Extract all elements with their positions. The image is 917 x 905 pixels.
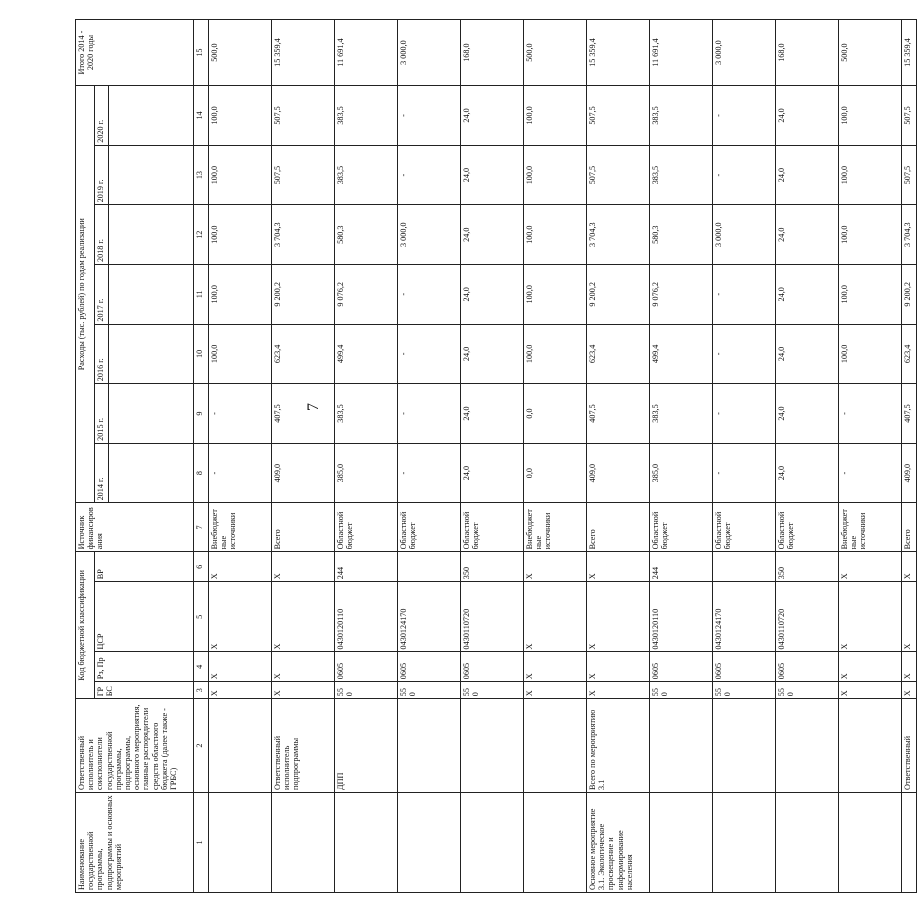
row-year-value: 0,0 — [524, 443, 587, 503]
row-source-cell: Всего — [587, 503, 650, 552]
header-code-csr: ЦСР — [95, 582, 194, 652]
row-year-value: 383,5 — [335, 145, 398, 205]
row-code-vr — [713, 552, 776, 582]
col-number: 2 — [194, 699, 209, 793]
row-year-value: 100,0 — [524, 205, 587, 265]
row-year-value: - — [713, 145, 776, 205]
row-code-grbs: X — [209, 682, 272, 699]
row-year-value: - — [398, 384, 461, 444]
row-source-cell: Областной бюджет — [776, 503, 839, 552]
row-code-grbs: 550 — [776, 682, 839, 699]
table-row — [713, 20, 776, 893]
row-code-vr: X — [839, 552, 902, 582]
row-code-vr — [398, 552, 461, 582]
col-number: 10 — [194, 324, 209, 384]
row-total-value: 168,0 — [776, 20, 839, 86]
row-code-vr: X — [902, 552, 917, 582]
table-row — [398, 20, 461, 893]
row-code-rzpr: X — [209, 652, 272, 682]
row-year-value: 100,0 — [839, 145, 902, 205]
row-year-value: 9 076,2 — [650, 264, 713, 324]
row-code-grbs: 550 — [398, 682, 461, 699]
row-executor-cell: Ответственный — [902, 699, 917, 793]
row-year-value: 580,3 — [650, 205, 713, 265]
row-code-csr: 0430124170 — [713, 582, 776, 652]
row-name-cell — [713, 792, 776, 892]
table-row — [461, 20, 524, 893]
row-code-rzpr: 0605 — [713, 652, 776, 682]
row-code-csr: 0430120110 — [650, 582, 713, 652]
col-number: 4 — [194, 652, 209, 682]
row-total-value: 500,0 — [839, 20, 902, 86]
row-year-value: 100,0 — [209, 324, 272, 384]
row-year-value: - — [713, 384, 776, 444]
col-number: 13 — [194, 145, 209, 205]
row-year-value: 9 200,2 — [902, 264, 917, 324]
row-year-value: 507,5 — [272, 86, 335, 146]
row-year-value: 100,0 — [524, 264, 587, 324]
row-year-value: 507,5 — [272, 145, 335, 205]
row-name-cell — [776, 792, 839, 892]
header-year: 2016 г. — [95, 324, 109, 384]
row-source-cell: Всего — [902, 503, 917, 552]
row-year-value: 24,0 — [461, 145, 524, 205]
table-row — [209, 20, 272, 893]
row-total-value: 500,0 — [524, 20, 587, 86]
row-year-value: - — [839, 384, 902, 444]
row-year-value: 24,0 — [461, 384, 524, 444]
col-number: 7 — [194, 503, 209, 552]
row-year-value: 407,5 — [587, 384, 650, 444]
row-year-value: 407,5 — [902, 384, 917, 444]
row-year-value: 623,4 — [272, 324, 335, 384]
row-name-cell — [461, 792, 524, 892]
row-year-value: 24,0 — [461, 324, 524, 384]
row-source-cell: Всего — [272, 503, 335, 552]
row-year-value: 623,4 — [587, 324, 650, 384]
row-year-value: 383,5 — [335, 86, 398, 146]
row-source-cell: Областной бюджет — [461, 503, 524, 552]
row-code-vr: X — [587, 552, 650, 582]
row-total-value: 11 691,4 — [335, 20, 398, 86]
header-expenses-group: Расходы (тыс. рублей) по годам реализации — [76, 86, 95, 503]
row-code-csr: 0430110720 — [461, 582, 524, 652]
header-total: Итого 2014 - 2020 годы — [76, 20, 194, 86]
row-code-grbs: 550 — [713, 682, 776, 699]
row-year-value: - — [839, 443, 902, 503]
row-year-value: 24,0 — [461, 86, 524, 146]
row-year-value: - — [209, 443, 272, 503]
row-year-value: 3 000,0 — [398, 205, 461, 265]
row-code-rzpr: X — [272, 652, 335, 682]
row-code-csr: X — [902, 582, 917, 652]
row-executor-cell: ДПП — [335, 699, 398, 793]
row-year-value: 24,0 — [776, 145, 839, 205]
col-number: 8 — [194, 443, 209, 503]
row-executor-cell — [209, 699, 272, 793]
row-year-value: - — [713, 443, 776, 503]
row-name-cell — [902, 792, 917, 892]
row-year-value: 100,0 — [209, 145, 272, 205]
row-year-value: 24,0 — [461, 443, 524, 503]
row-code-grbs: 550 — [335, 682, 398, 699]
col-number: 9 — [194, 384, 209, 444]
row-year-value: 499,4 — [335, 324, 398, 384]
row-year-value: - — [713, 264, 776, 324]
table-row — [524, 20, 587, 893]
row-source-cell: Областной бюджет — [713, 503, 776, 552]
row-executor-cell — [398, 699, 461, 793]
row-code-rzpr: 0605 — [398, 652, 461, 682]
col-number: 12 — [194, 205, 209, 265]
row-year-value: 383,5 — [650, 384, 713, 444]
row-executor-cell — [461, 699, 524, 793]
row-code-rzpr: 0605 — [776, 652, 839, 682]
row-year-value: 3 704,3 — [902, 205, 917, 265]
row-year-value: - — [713, 324, 776, 384]
header-year: 2015 г. — [95, 384, 109, 444]
row-source-cell: Внебюджетные источники — [524, 503, 587, 552]
row-source-cell: Областной бюджет — [335, 503, 398, 552]
row-code-csr: 0430124170 — [398, 582, 461, 652]
row-name-cell — [650, 792, 713, 892]
row-year-value: 385,0 — [650, 443, 713, 503]
row-total-value: 15 359,4 — [272, 20, 335, 86]
row-code-grbs: X — [902, 682, 917, 699]
row-code-csr: X — [272, 582, 335, 652]
row-code-rzpr: 0605 — [335, 652, 398, 682]
row-executor-cell — [650, 699, 713, 793]
row-year-value: 409,0 — [902, 443, 917, 503]
row-year-value: 24,0 — [461, 264, 524, 324]
table-row — [650, 20, 713, 893]
row-code-csr: X — [209, 582, 272, 652]
row-code-vr: 244 — [650, 552, 713, 582]
row-year-value: 9 076,2 — [335, 264, 398, 324]
row-code-csr: X — [524, 582, 587, 652]
row-year-value: 24,0 — [776, 86, 839, 146]
table-row — [272, 20, 335, 893]
rotated-page — [75, 19, 912, 893]
row-year-value: 499,4 — [650, 324, 713, 384]
row-year-value: 507,5 — [902, 145, 917, 205]
row-code-vr: X — [209, 552, 272, 582]
row-year-value: 100,0 — [524, 324, 587, 384]
col-number: 14 — [194, 86, 209, 146]
row-year-value: 507,5 — [587, 145, 650, 205]
row-source-cell: Областной бюджет — [650, 503, 713, 552]
row-executor-cell: Ответственный исполнитель подпрограммы — [272, 699, 335, 793]
row-year-value: 383,5 — [650, 145, 713, 205]
row-year-value: 24,0 — [776, 264, 839, 324]
col-number: 11 — [194, 264, 209, 324]
row-year-value: 383,5 — [335, 384, 398, 444]
row-year-value: 100,0 — [839, 205, 902, 265]
budget-table — [75, 19, 917, 893]
header-year: 2020 г. — [95, 86, 109, 146]
row-year-value: 100,0 — [209, 264, 272, 324]
row-year-value: 3 000,0 — [713, 205, 776, 265]
row-source-cell: Областной бюджет — [398, 503, 461, 552]
table-row — [839, 20, 902, 893]
row-total-value: 15 359,4 — [587, 20, 650, 86]
row-name-cell — [272, 792, 335, 892]
row-code-grbs: X — [272, 682, 335, 699]
row-year-value: 507,5 — [902, 86, 917, 146]
row-code-csr: 0430110720 — [776, 582, 839, 652]
row-year-value: 507,5 — [587, 86, 650, 146]
row-year-value: - — [398, 324, 461, 384]
row-code-vr: 350 — [776, 552, 839, 582]
row-year-value: 100,0 — [524, 145, 587, 205]
header-name: Наименование государственной программы, подпрограммы и основных мероприятий — [76, 792, 194, 892]
row-code-rzpr: 0605 — [461, 652, 524, 682]
row-code-grbs: 550 — [650, 682, 713, 699]
row-code-csr: X — [839, 582, 902, 652]
row-year-value: - — [398, 264, 461, 324]
col-number: 6 — [194, 552, 209, 582]
row-total-value: 15 359,4 — [902, 20, 917, 86]
row-executor-cell — [524, 699, 587, 793]
row-year-value: 24,0 — [461, 205, 524, 265]
header-code-group: Код бюджетной классификации — [76, 552, 95, 699]
row-code-grbs: X — [587, 682, 650, 699]
header-year: 2018 г. — [95, 205, 109, 265]
row-year-value: 100,0 — [839, 264, 902, 324]
row-executor-cell — [839, 699, 902, 793]
row-code-rzpr: X — [902, 652, 917, 682]
row-executor-cell: Всего по мероприятию 3.1 — [587, 699, 650, 793]
row-year-value: - — [713, 86, 776, 146]
header-year: 2017 г. — [95, 264, 109, 324]
row-year-value: 24,0 — [776, 443, 839, 503]
row-year-value: - — [398, 86, 461, 146]
row-source-cell: Внебюджетные источники — [209, 503, 272, 552]
row-year-value: 385,0 — [335, 443, 398, 503]
row-total-value: 3 000,0 — [713, 20, 776, 86]
row-code-rzpr: X — [839, 652, 902, 682]
row-executor-cell — [713, 699, 776, 793]
row-year-value: 100,0 — [839, 86, 902, 146]
row-total-value: 168,0 — [461, 20, 524, 86]
row-year-value: 24,0 — [776, 324, 839, 384]
header-code-grbs: ГР БС — [95, 682, 194, 699]
row-total-value: 3 000,0 — [398, 20, 461, 86]
row-year-value: 3 704,3 — [587, 205, 650, 265]
row-total-value: 500,0 — [209, 20, 272, 86]
table-row — [587, 20, 650, 893]
col-number: 1 — [194, 792, 209, 892]
row-year-value: 409,0 — [587, 443, 650, 503]
row-source-cell: Внебюджетные источники — [839, 503, 902, 552]
row-code-rzpr: X — [587, 652, 650, 682]
row-year-value: 24,0 — [776, 205, 839, 265]
header-source: Источник финансирования — [76, 503, 194, 552]
row-year-value: 0,0 — [524, 384, 587, 444]
row-year-value: 623,4 — [902, 324, 917, 384]
row-code-rzpr: 0605 — [650, 652, 713, 682]
row-code-vr: 350 — [461, 552, 524, 582]
row-year-value: 100,0 — [209, 86, 272, 146]
row-code-csr: 0430120110 — [335, 582, 398, 652]
row-year-value: 3 704,3 — [272, 205, 335, 265]
table-row — [776, 20, 839, 893]
row-year-value: 100,0 — [839, 324, 902, 384]
row-year-value: 9 200,2 — [272, 264, 335, 324]
header-year: 2014 г. — [95, 443, 109, 503]
row-year-value: 9 200,2 — [587, 264, 650, 324]
row-year-value: 407,5 — [272, 384, 335, 444]
row-name-cell: Основное мероприятие 3.1. Экологическое просвещение и информирование населения — [587, 792, 650, 892]
row-code-rzpr: X — [524, 652, 587, 682]
row-year-value: - — [398, 145, 461, 205]
row-name-cell — [524, 792, 587, 892]
table-row — [902, 20, 917, 893]
row-name-cell — [398, 792, 461, 892]
row-year-value: 409,0 — [272, 443, 335, 503]
row-code-vr: X — [272, 552, 335, 582]
row-total-value: 11 691,4 — [650, 20, 713, 86]
row-year-value: 580,3 — [335, 205, 398, 265]
row-year-value: 383,5 — [650, 86, 713, 146]
row-code-vr: 244 — [335, 552, 398, 582]
row-code-vr: X — [524, 552, 587, 582]
row-name-cell — [335, 792, 398, 892]
row-code-grbs: X — [524, 682, 587, 699]
row-code-grbs: X — [839, 682, 902, 699]
row-year-value: - — [398, 443, 461, 503]
header-code-rzpr: Рз, Пр — [95, 652, 194, 682]
page-number: 7 — [305, 403, 322, 411]
col-number: 5 — [194, 582, 209, 652]
col-number: 15 — [194, 20, 209, 86]
row-name-cell — [209, 792, 272, 892]
header-year: 2019 г. — [95, 145, 109, 205]
col-number: 3 — [194, 682, 209, 699]
row-year-value: - — [209, 384, 272, 444]
row-year-value: 100,0 — [524, 86, 587, 146]
row-code-grbs: 550 — [461, 682, 524, 699]
header-executor: Ответственный исполнитель и соисполнители государственной программы, подпрограммы, основного мероприятия, главные распорядители средств областного бюджета (далее также - ГРБС) — [76, 699, 194, 793]
row-year-value: 24,0 — [776, 384, 839, 444]
row-year-value: 100,0 — [209, 205, 272, 265]
row-name-cell — [839, 792, 902, 892]
row-code-csr: X — [587, 582, 650, 652]
table-row — [335, 20, 398, 893]
row-executor-cell — [776, 699, 839, 793]
header-code-vr: ВР — [95, 552, 194, 582]
